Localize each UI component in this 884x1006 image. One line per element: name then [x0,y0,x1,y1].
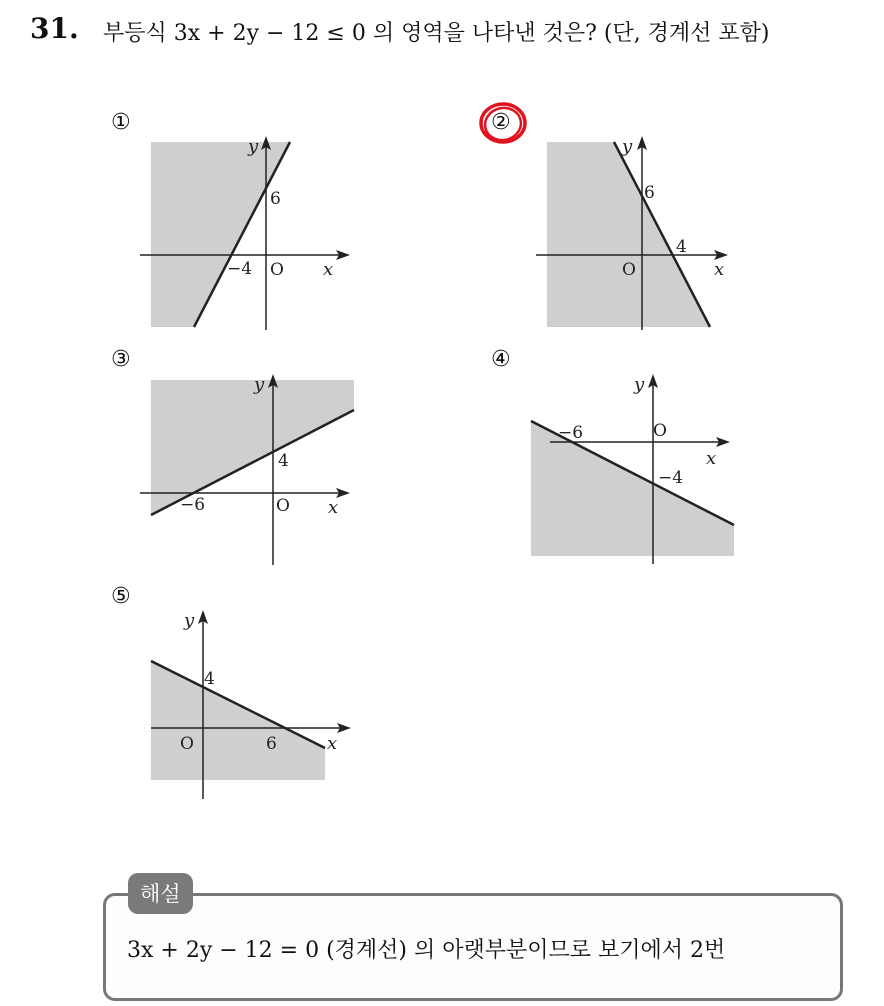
y-axis-label: y [248,136,259,157]
y-intercept-label: 4 [278,451,289,471]
x-intercept-label: −6 [180,495,206,515]
x-axis-label: x [327,733,338,754]
origin-label: O [276,496,290,516]
shaded-region [151,661,325,780]
question-number: 31. [30,12,79,45]
y-intercept-label: 6 [270,189,281,209]
option-4-label[interactable]: ④ [491,347,511,372]
option-2-label[interactable]: ② [491,110,511,135]
y-intercept-label: 4 [204,669,215,689]
y-intercept-label: −4 [658,468,684,488]
option-1-graph[interactable] [140,130,360,335]
x-axis-label: x [706,448,717,469]
y-axis-label: y [622,136,633,157]
x-axis-label: x [323,259,334,280]
x-intercept-label: 6 [266,734,277,754]
origin-label: O [270,260,284,280]
origin-label: O [180,734,194,754]
option-3-label[interactable]: ③ [111,347,131,372]
option-1-label[interactable]: ① [111,110,131,135]
explanation-tab: 해설 [128,873,193,914]
x-axis-label: x [328,497,339,518]
option-4-graph[interactable] [520,368,750,568]
option-2-graph[interactable] [536,130,756,335]
x-intercept-label: −6 [558,423,584,443]
x-intercept-label: 4 [676,237,687,257]
shaded-region [151,142,290,327]
y-axis-label: y [254,374,265,395]
y-axis-label: y [184,610,195,631]
question-text: 부등식 3x + 2y − 12 ≤ 0 의 영역을 나타낸 것은? (단, 경계선 포함) [103,21,770,46]
option-3-graph[interactable] [140,368,370,568]
x-axis-label: x [714,259,725,280]
explanation-text: 3x + 2y − 12 = 0 (경계선) 의 아랫부분이므로 보기에서 2번 [127,938,726,963]
x-intercept-label: −4 [227,259,253,279]
option-5-label[interactable]: ⑤ [111,584,131,609]
origin-label: O [653,421,667,441]
option-5-graph[interactable] [140,604,370,804]
origin-label: O [622,260,636,280]
y-axis-label: y [634,374,645,395]
y-intercept-label: 6 [644,183,655,203]
